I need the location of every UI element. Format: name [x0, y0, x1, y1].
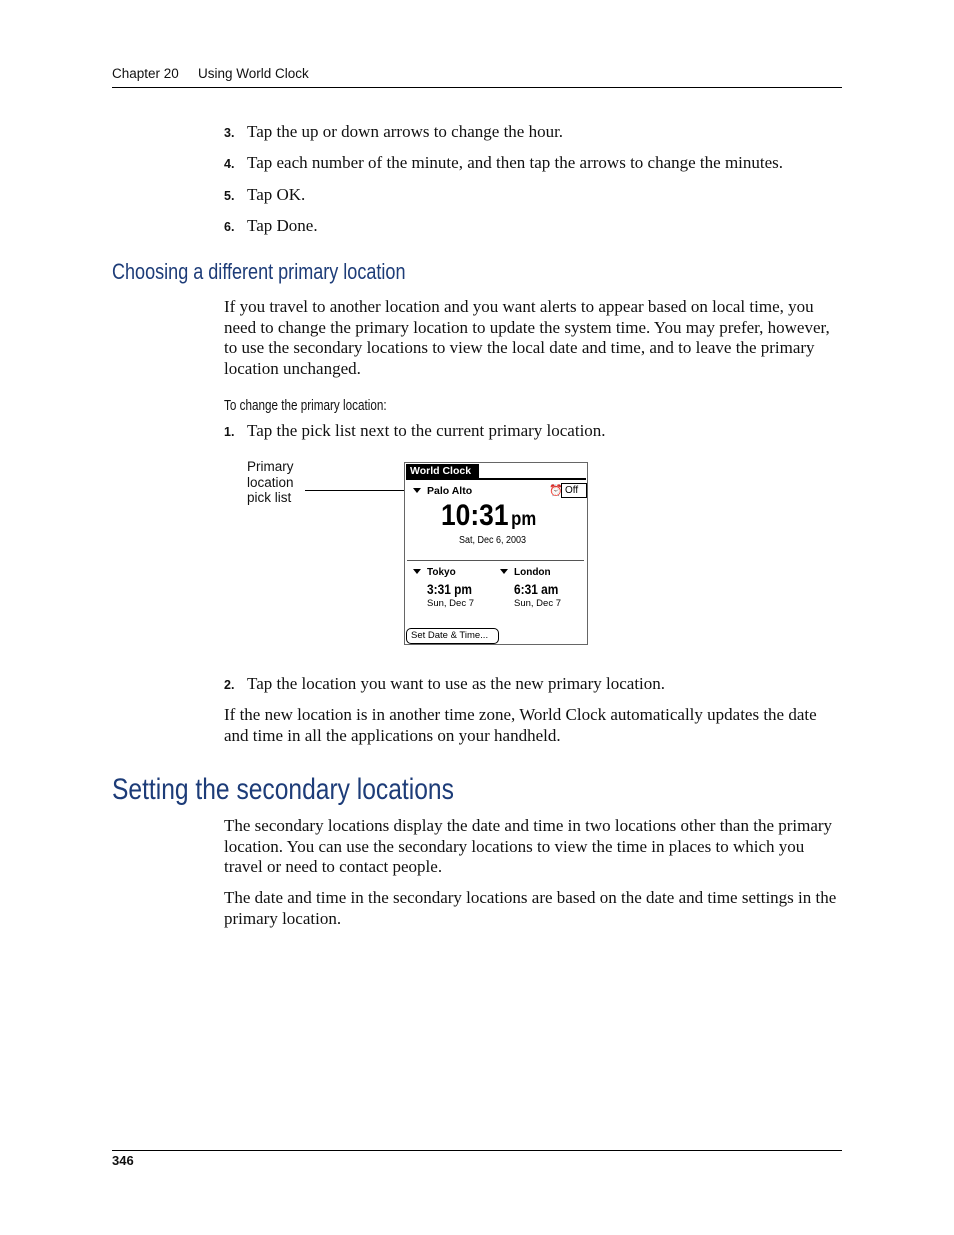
chevron-down-icon	[413, 569, 421, 574]
secondary-paragraph-2: The date and time in the secondary locations are based on the date and time settings in the primary location.	[224, 888, 837, 928]
step-6	[224, 216, 318, 237]
primary-location-pick-list[interactable]	[413, 485, 472, 497]
chevron-down-icon	[500, 569, 508, 574]
secondary-time: 3:31 pm	[427, 581, 472, 597]
section-heading-secondary-locations: Setting the secondary locations	[112, 773, 454, 806]
step-number: 4.	[224, 157, 235, 171]
step-5	[224, 185, 305, 206]
primary-date: Sat, Dec 6, 2003	[459, 535, 527, 546]
primary-time-value: 10:31	[441, 499, 509, 532]
divider	[407, 560, 584, 561]
step-text: Tap Done.	[247, 216, 318, 235]
step-4	[224, 153, 783, 174]
callout-line-2: location	[247, 474, 294, 490]
page-number: 346	[112, 1153, 134, 1168]
title-underline	[406, 478, 586, 480]
callout-line-1: Primary	[247, 459, 294, 474]
chapter-title: Using World Clock	[198, 66, 309, 81]
callout-leader-line	[305, 490, 407, 491]
alarm-toggle[interactable]: Off	[561, 483, 587, 498]
step-text: Tap the pick list next to the current primary location.	[247, 421, 606, 440]
world-clock-screenshot	[404, 462, 588, 645]
callout-label	[247, 459, 294, 506]
step-2	[224, 674, 665, 695]
app-title: World Clock	[406, 464, 479, 479]
timezone-paragraph: If the new location is in another time zone, World Clock automatically updates the date and time in all the applications on your handheld.	[224, 705, 817, 745]
procedure-heading: To change the primary location:	[224, 397, 387, 414]
step-text: Tap each number of the minute, and then tap the arrows to change the minutes.	[247, 153, 784, 172]
set-date-time-button[interactable]: Set Date & Time...	[406, 628, 499, 644]
secondary-location-pick-list[interactable]	[500, 567, 566, 578]
secondary-location-name: London	[514, 567, 551, 578]
intro-paragraph: If you travel to another location and you want alerts to appear based on local time, you need to change the primary location to update the system time. You may prefer, however, to use the secondary locations to view the local date and time, and to leave the primary location unchanged.	[224, 297, 830, 378]
chapter-label: Chapter 20	[112, 66, 179, 81]
secondary-paragraph-1: The secondary locations display the date and time in two locations other than the primary location. You can use the secondary locations to view the time in places to which you travel or need to contact people.	[224, 816, 833, 876]
secondary-location-1	[413, 567, 480, 609]
step-number: 1.	[224, 425, 235, 439]
step-number: 3.	[224, 126, 235, 140]
secondary-location-name: Tokyo	[427, 567, 456, 578]
step-text: Tap the up or down arrows to change the hour.	[247, 122, 564, 141]
primary-time-ampm: pm	[511, 509, 537, 530]
step-number: 5.	[224, 189, 235, 203]
primary-location-name: Palo Alto	[427, 485, 473, 497]
secondary-time: 6:31 am	[514, 581, 559, 597]
callout-line-3: pick list	[247, 490, 292, 505]
step-3	[224, 122, 563, 143]
secondary-date: Sun, Dec 7	[514, 598, 561, 609]
primary-time	[441, 499, 536, 533]
step-text: Tap the location you want to use as the new primary location.	[247, 674, 666, 693]
running-head	[112, 65, 842, 88]
secondary-location-pick-list[interactable]	[413, 567, 480, 578]
section-heading-primary-location: Choosing a different primary location	[112, 259, 406, 284]
alarm-clock-icon[interactable]: ⏰	[549, 485, 563, 497]
step-text: Tap OK.	[247, 185, 306, 204]
secondary-date: Sun, Dec 7	[427, 598, 474, 609]
step-number: 2.	[224, 678, 235, 692]
footer-rule	[112, 1150, 842, 1151]
secondary-location-2	[500, 567, 566, 609]
chevron-down-icon	[413, 488, 421, 493]
step-1	[224, 421, 606, 442]
step-number: 6.	[224, 220, 235, 234]
